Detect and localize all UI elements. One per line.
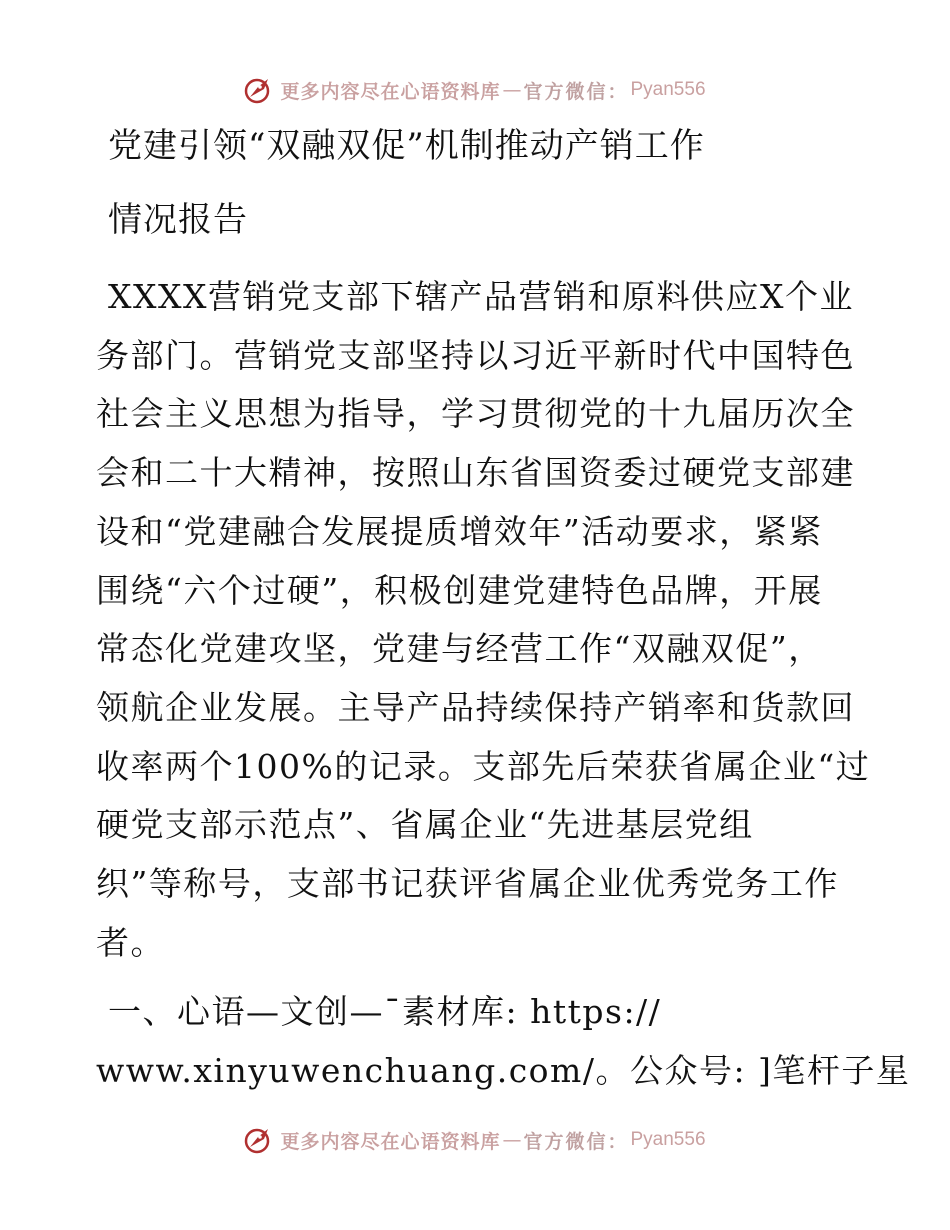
document-title-line-1: 党建引领“双融双促”机制推动产销工作: [108, 126, 705, 166]
body-line: 务部门。营销党支部坚持以习近平新时代中国特色: [96, 335, 855, 375]
watermark-separator: —: [502, 1129, 522, 1151]
body-line: 收率两个100%的记录。支部先后荣获省属企业“过: [96, 746, 871, 786]
body-line: XXXX营销党支部下辖产品营销和原料供应X个业: [108, 277, 854, 316]
section-line: 一、心语—文创—¯素材库: https://: [108, 992, 662, 1031]
watermark-footer: [0, 1120, 950, 1160]
body-line: 硬党支部示范点”、省属企业“先进基层党组: [96, 805, 754, 845]
section-one-paragraph: [96, 983, 911, 1100]
body-line: 领航企业发展。主导产品持续保持产销率和货款回: [96, 687, 855, 727]
pen-nib-circle-icon: [244, 1125, 274, 1155]
body-line: 社会主义思想为指导，学习贯彻党的十九届历次全: [96, 394, 855, 434]
watermark-official: 官方微信：: [523, 80, 629, 103]
watermark-official: 官方微信：: [523, 1130, 629, 1153]
watermark-text: 更多内容尽在心语资料库: [280, 1130, 501, 1153]
body-line: 设和“党建融合发展提质增效年”活动要求，紧紧: [96, 511, 823, 551]
section-line: www.xinyuwenchuang.com/。公众号: ]笔杆子星: [96, 1050, 911, 1090]
body-line: 者。: [96, 922, 165, 962]
body-line: 围绕“六个过硬”，积极创建党建特色品牌，开展: [96, 570, 823, 610]
document-title-line-2: 情况报告: [108, 200, 248, 240]
watermark-text: 更多内容尽在心语资料库: [280, 80, 501, 103]
body-line: 会和二十大精神，按照山东省国资委过硬党支部建: [96, 453, 855, 493]
body-paragraph: [96, 268, 871, 972]
pen-nib-circle-icon: [244, 75, 274, 105]
body-line: 常态化党建攻坚，党建与经营工作“双融双促”，: [96, 629, 823, 669]
watermark-separator: —: [502, 79, 522, 101]
watermark-header: [0, 70, 950, 110]
watermark-id: Pyan556: [630, 1129, 706, 1150]
watermark-id: Pyan556: [630, 79, 706, 100]
body-line: 织”等称号，支部书记获评省属企业优秀党务工作: [96, 864, 839, 904]
